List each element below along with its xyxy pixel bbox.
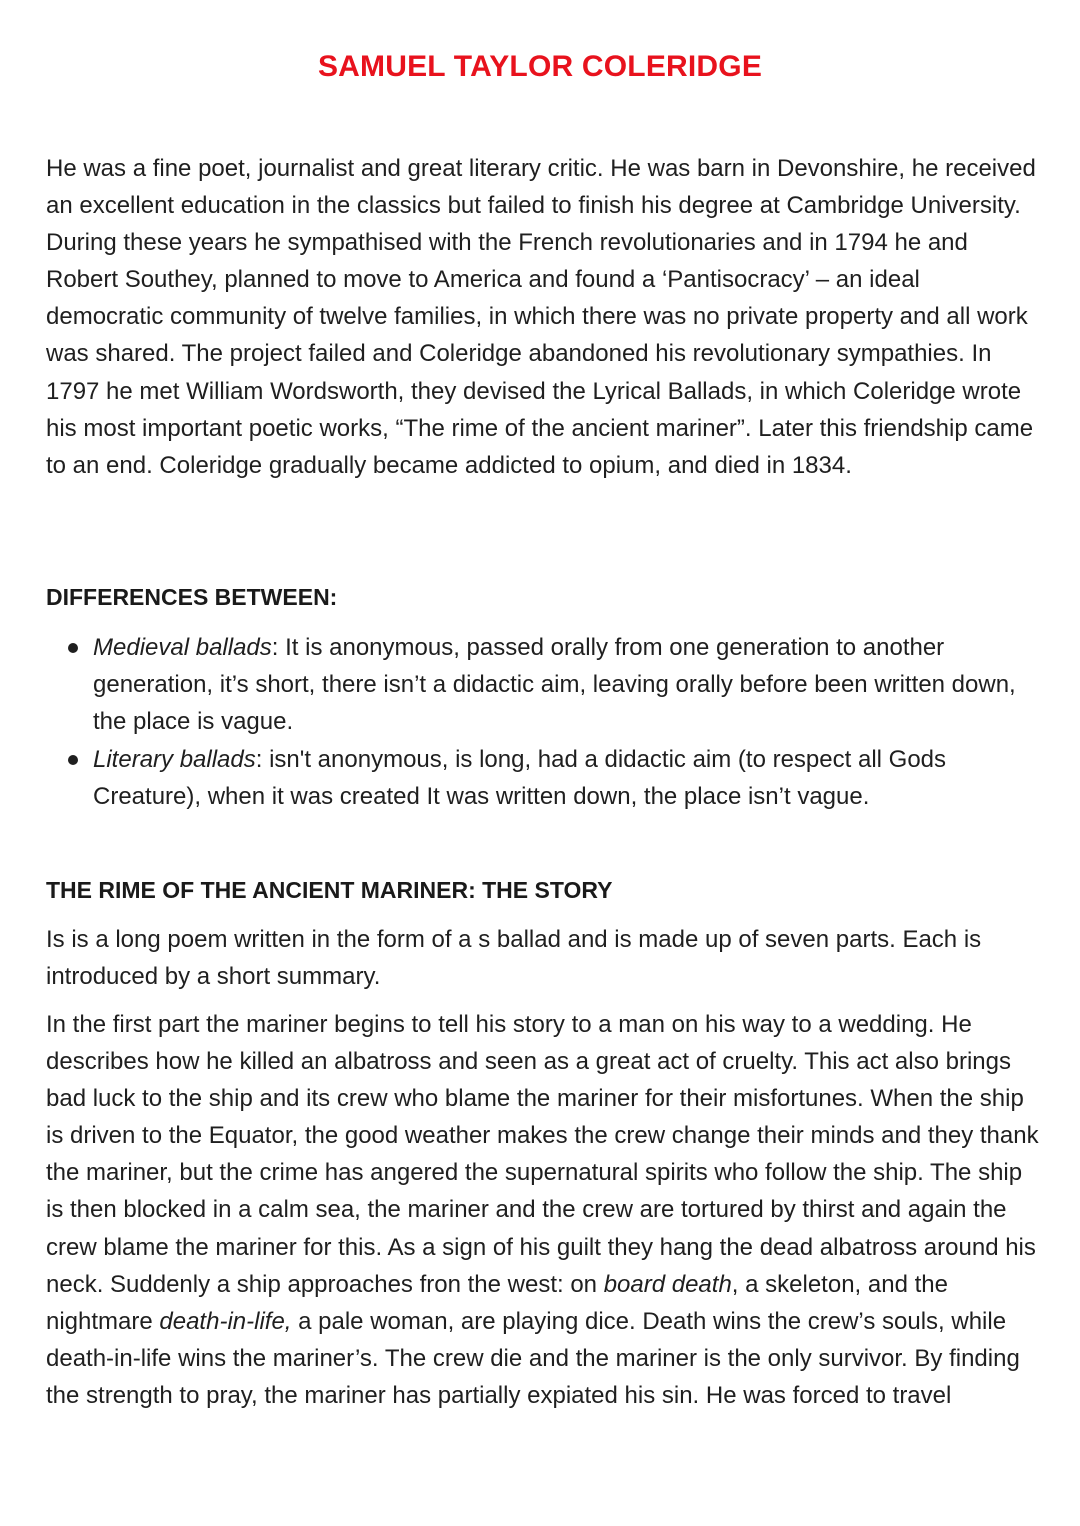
story-body-paragraph (46, 1006, 1041, 1414)
list-item (46, 741, 1036, 815)
differences-list (46, 629, 1036, 816)
story-body-text: In the first part the mariner begins to tell his story to a man on his way to a wedding. He describes how he killed an albatross and seen as a great act of cruelty. This act also brings bad luck to the ship and its crew who blame the mariner for their misfortunes. When the ship is driven to the Equator, the good weather makes the crew change their minds and they thank the mariner, but the crime has angered the supernatural spirits who follow the ship. The ship is then blocked in a calm sea, the mariner and the crew are tortured by thirst and again the crew blame the mariner for this. As a sign of his guilt they hang the dead albatross around his neck. Suddenly a ship approaches fron the west: on (46, 1011, 1039, 1298)
list-item-term: Medieval ballads (93, 634, 272, 661)
bullet-icon (68, 755, 78, 765)
list-item-term: Literary ballads (93, 746, 256, 774)
differences-heading: DIFFERENCES BETWEEN: (46, 584, 338, 610)
list-item-text: : isn't anonymous, is long, had a didactic aim (to respect all Gods Creature), when it was created It was written down, the place isn’t vague. (93, 746, 947, 811)
bullet-icon (68, 643, 78, 653)
story-body-italic: board death (603, 1270, 732, 1298)
list-item-text: : It is anonymous, passed orally from one generation to another generation, it’s short, there isn’t a didactic aim, leaving orally before been written down, the place is vague. (93, 634, 1016, 736)
story-heading: THE RIME OF THE ANCIENT MARINER: THE STORY (46, 877, 613, 903)
story-body-italic: death-in-life, (159, 1307, 292, 1335)
story-body-text: , a skeleton, and the nightmare (46, 1270, 948, 1335)
story-body-text: a pale woman, are playing dice. Death wins the crew’s souls, while death-in-life wins the mariner’s. The crew die and the mariner is the only survivor. By finding the strength to pray, the mariner has partially expiated his sin. He was forced to travel (46, 1307, 1020, 1409)
intro-paragraph: He was a fine poet, journalist and great literary critic. He was barn in Devonshire, he received an excellent education in the classics but failed to finish his degree at Cambridge University. During these years he sympathised with the French revolutionaries and in 1794 he and Robert Southey, planned to move to America and found a ‘Pantisocracy’ – an ideal democratic community of twelve families, in which there was no private property and all work was shared. The project failed and Coleridge abandoned his revolutionary sympathies. In 1797 he met William Wordsworth, they devised the Lyrical Ballads, in which Coleridge wrote his most important poetic works, “The rime of the ancient mariner”. Later this friendship came to an end. Coleridge gradually became addicted to opium, and died in 1834. (46, 155, 1036, 479)
page-title: SAMUEL TAYLOR COLERIDGE (317, 50, 763, 83)
story-intro-paragraph: Is is a long poem written in the form of a s ballad and is made up of seven parts. Each is introduced by a short summary. (46, 926, 982, 991)
list-item (46, 629, 1036, 740)
